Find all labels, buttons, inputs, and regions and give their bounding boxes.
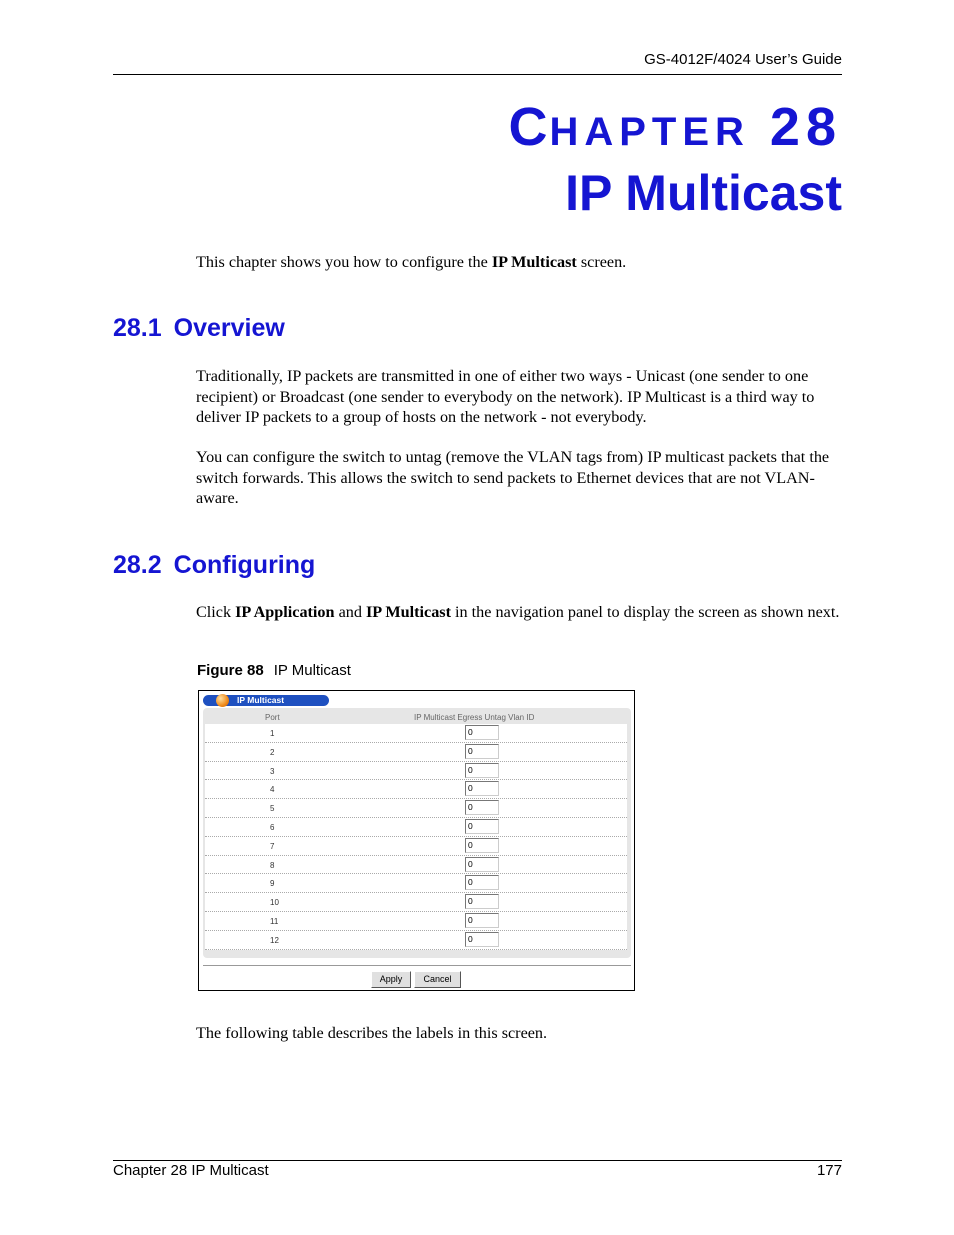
chapter-label-cap: C bbox=[508, 97, 550, 157]
table-row bbox=[205, 874, 627, 893]
table-row bbox=[205, 837, 627, 856]
figure-caption-text: IP Multicast bbox=[273, 662, 351, 679]
vlan-id-input[interactable]: 0 bbox=[465, 725, 499, 740]
port-number: 11 bbox=[270, 916, 279, 926]
configuring-paragraph: Click IP Application and IP Multicast in the navigation panel to display the screen as shown next. bbox=[196, 603, 840, 621]
figure-label: Figure 88 bbox=[197, 662, 264, 679]
vlan-id-input[interactable]: 0 bbox=[465, 838, 499, 853]
table-row bbox=[205, 724, 627, 743]
section-configuring-heading: 28.2 Configuring bbox=[113, 551, 316, 579]
chapter-label bbox=[508, 97, 842, 157]
button-separator bbox=[203, 965, 631, 966]
guide-title: GS-4012F/4024 User’s Guide bbox=[644, 51, 842, 68]
page-number: 177 bbox=[816, 1162, 842, 1179]
vlan-id-input[interactable]: 0 bbox=[465, 819, 499, 834]
table-row bbox=[205, 780, 627, 799]
table-body bbox=[205, 724, 627, 950]
chapter-label-rest: HAPTER bbox=[549, 110, 750, 154]
table-row bbox=[205, 931, 627, 950]
port-number: 10 bbox=[270, 898, 279, 908]
vlan-id-input[interactable]: 0 bbox=[465, 857, 499, 872]
vlan-id-input[interactable]: 0 bbox=[465, 913, 499, 928]
table-row bbox=[205, 856, 627, 875]
vlan-id-input[interactable]: 0 bbox=[465, 894, 499, 909]
port-number: 2 bbox=[270, 747, 275, 757]
chapter-number: 28 bbox=[769, 97, 842, 157]
vlan-id-input[interactable]: 0 bbox=[465, 781, 499, 796]
port-number: 9 bbox=[270, 879, 275, 889]
port-number: 5 bbox=[270, 804, 275, 814]
table-row bbox=[205, 912, 627, 931]
vlan-id-input[interactable]: 0 bbox=[465, 744, 499, 759]
screen-tab bbox=[203, 695, 329, 706]
vlan-id-input[interactable]: 0 bbox=[465, 875, 499, 890]
ip-multicast-screen bbox=[198, 690, 635, 991]
closing-paragraph: The following table describes the labels in this screen. bbox=[196, 1024, 548, 1042]
intro-paragraph: This chapter shows you how to configure the IP Multicast screen. bbox=[196, 253, 627, 271]
table-row bbox=[205, 743, 627, 762]
table-header bbox=[203, 710, 631, 724]
table-row bbox=[205, 818, 627, 837]
apply-button[interactable]: Apply bbox=[371, 971, 411, 988]
overview-paragraph-2: You can configure the switch to untag (remove the VLAN tags from) IP multicast packets that the switch forwards. This allows the switch to send packets to Ethernet devices that are not VLAN-aware. bbox=[196, 448, 830, 507]
vlan-id-input[interactable]: 0 bbox=[465, 932, 499, 947]
vlan-id-input[interactable]: 0 bbox=[465, 763, 499, 778]
cancel-button[interactable]: Cancel bbox=[414, 971, 461, 988]
column-header-vlan-id: IP Multicast Egress Untag Vlan ID bbox=[414, 713, 535, 722]
port-number: 12 bbox=[270, 935, 279, 945]
table-row bbox=[205, 799, 627, 818]
footer-rule bbox=[113, 1160, 842, 1161]
section-overview-heading: 28.1 Overview bbox=[113, 314, 285, 342]
column-header-port: Port bbox=[265, 713, 280, 722]
port-number: 6 bbox=[270, 822, 275, 832]
settings-table bbox=[203, 708, 631, 958]
table-row bbox=[205, 893, 627, 912]
figure-caption bbox=[197, 662, 351, 679]
vlan-id-input[interactable]: 0 bbox=[465, 800, 499, 815]
footer-chapter: Chapter 28 IP Multicast bbox=[113, 1162, 269, 1179]
port-number: 1 bbox=[270, 729, 275, 738]
port-number: 3 bbox=[270, 766, 275, 776]
table-row bbox=[205, 762, 627, 781]
port-number: 7 bbox=[270, 841, 275, 851]
screen-tab-title: IP Multicast bbox=[237, 695, 285, 705]
port-number: 8 bbox=[270, 860, 275, 870]
orb-icon bbox=[216, 694, 229, 707]
header-rule bbox=[113, 74, 842, 75]
overview-paragraph-1: Traditionally, IP packets are transmitted in one of either two ways - Unicast (one sender to one recipient) or Broadcast (one sender to everybody on the network). IP Multicast is a third way to deliver IP packets to a group of hosts on the network - not everybody. bbox=[196, 367, 815, 426]
port-number: 4 bbox=[270, 785, 275, 795]
chapter-title: IP Multicast bbox=[565, 165, 842, 221]
